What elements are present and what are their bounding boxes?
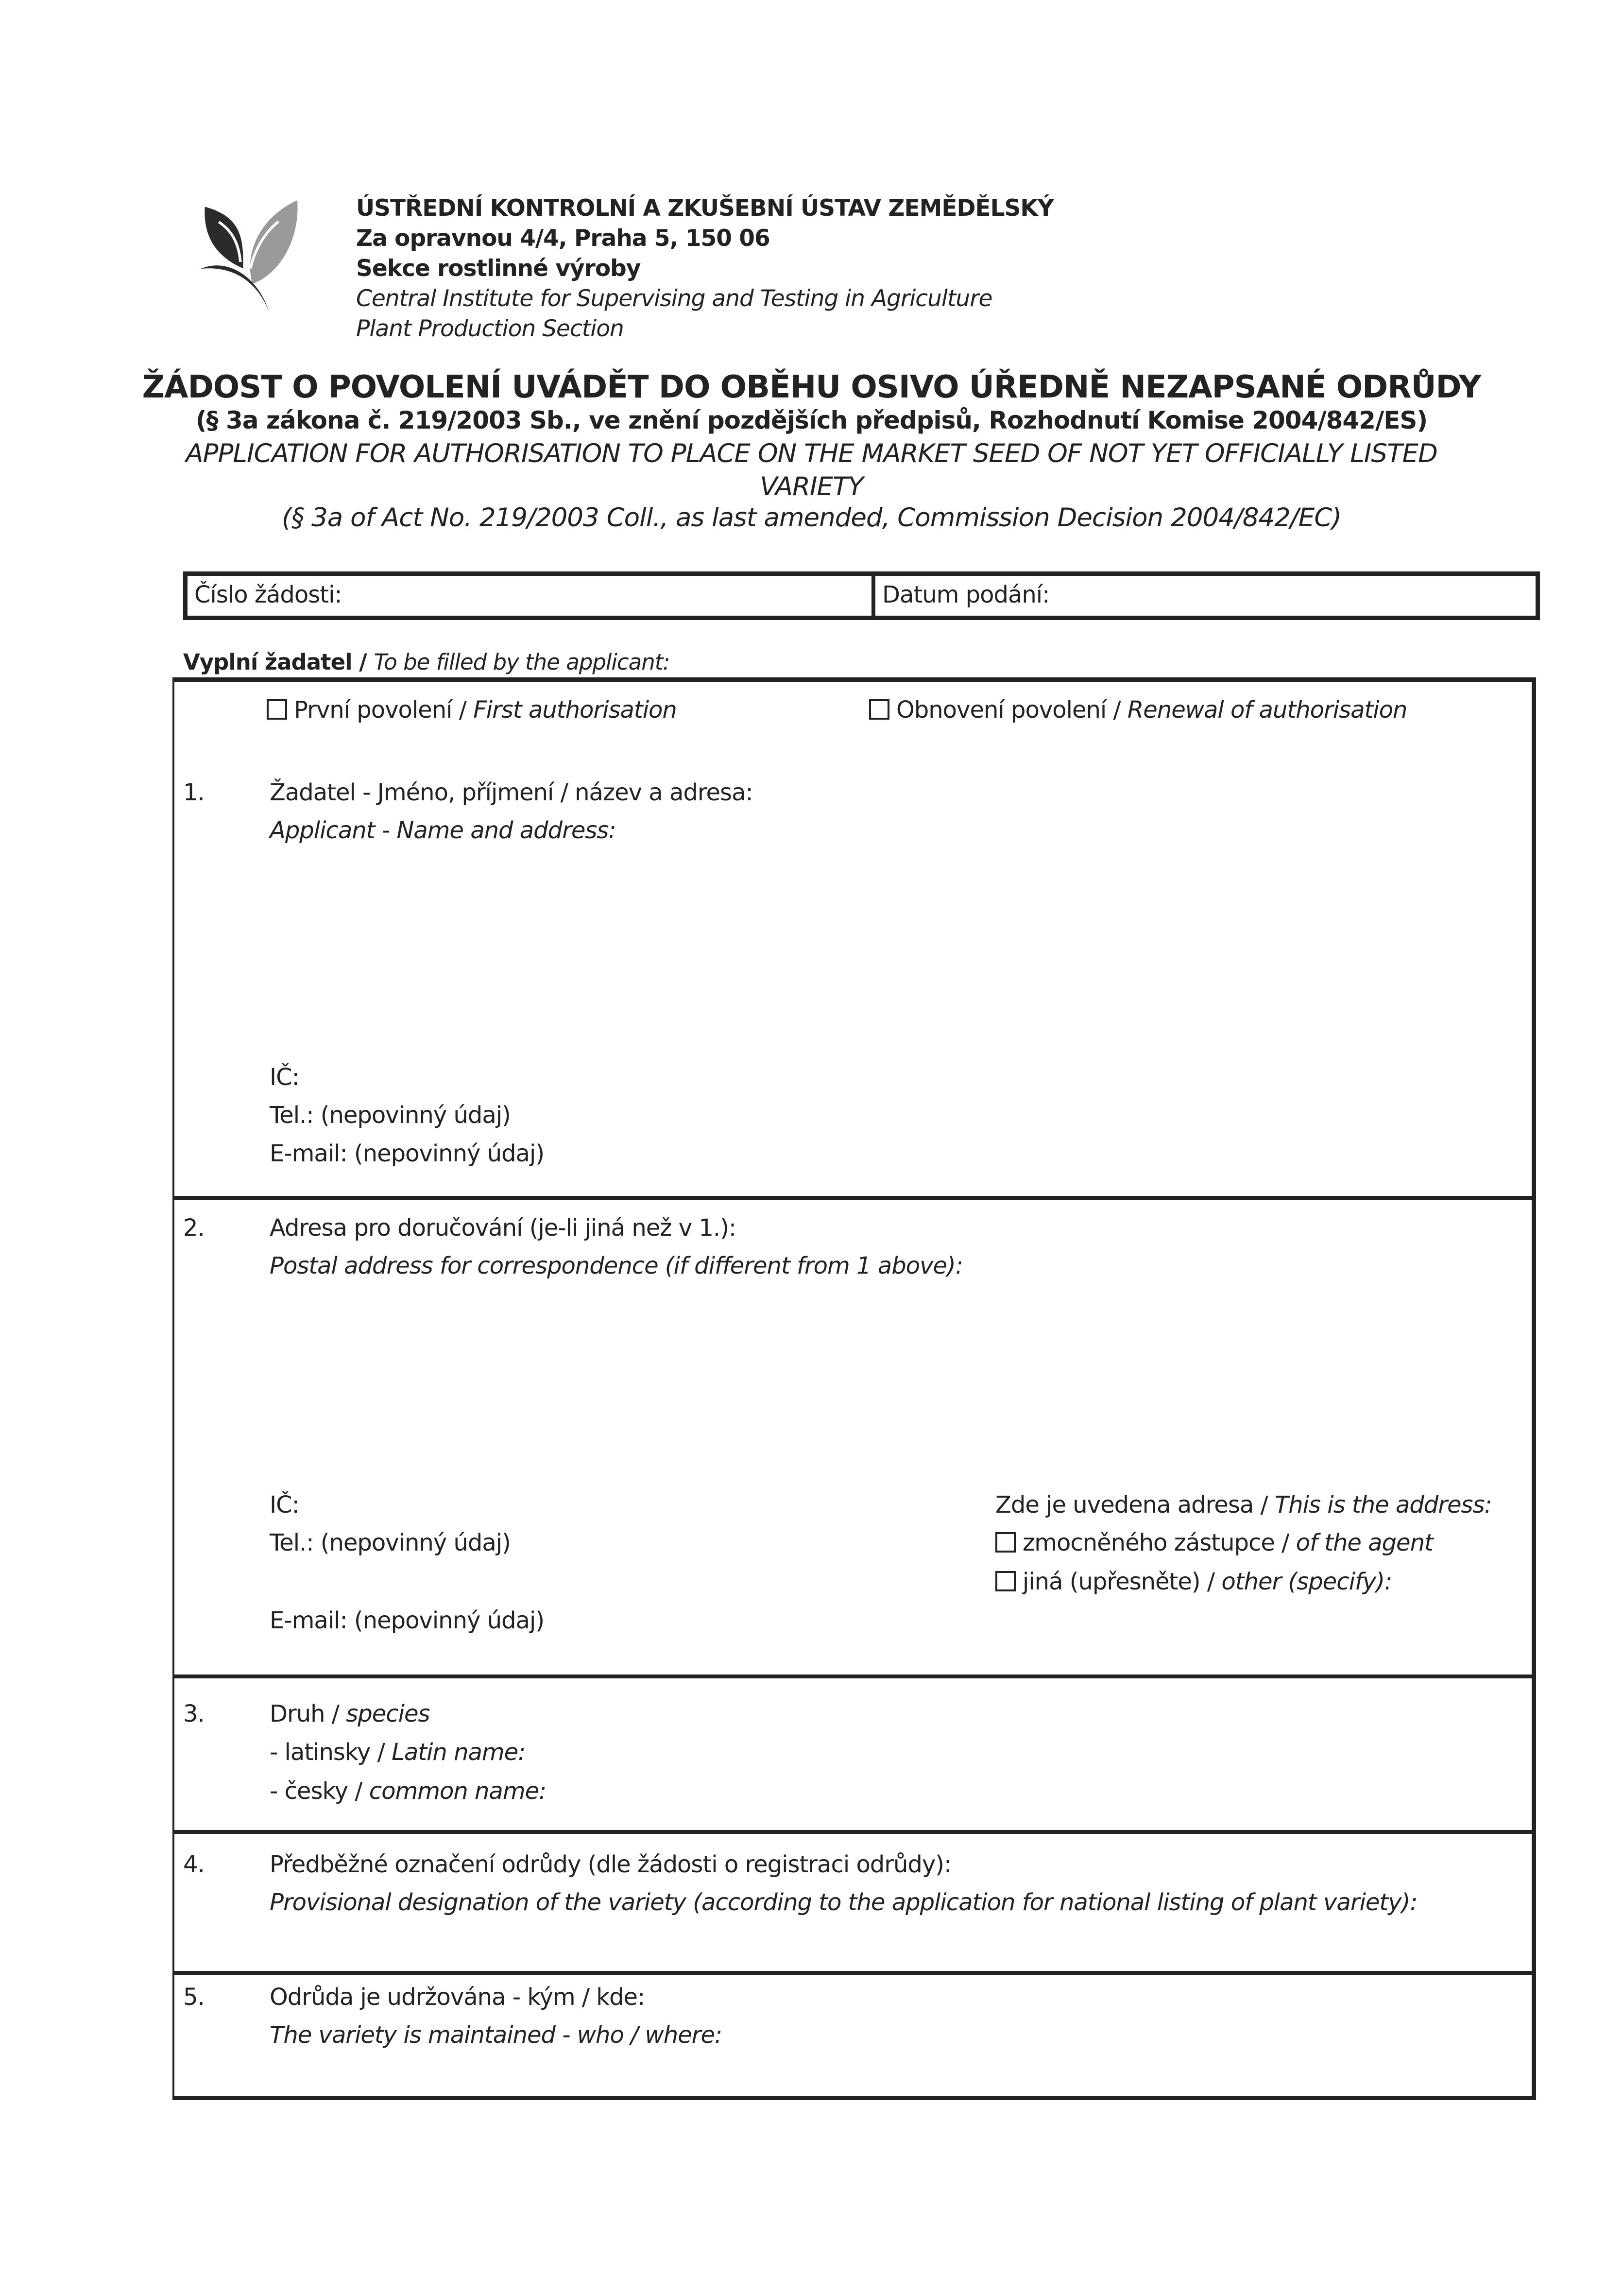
maintainer-label-en: The variety is maintained - who / where: — [270, 2021, 722, 2049]
legal-basis-en: (§ 3a of Act No. 219/2003 Coll., as last amended, Commission Decision 2004/842/EC) — [282, 503, 1341, 533]
maintainer-label-cz: Odrůda je udržována - kým / kde: — [270, 1984, 645, 2011]
form-title-cz: ŽÁDOST O POVOLENÍ UVÁDĚT DO OBĚHU OSIVO ÚŘEDNĚ NEZAPSANÉ ODRŮDY — [142, 369, 1481, 405]
org-section-cz: Sekce rostlinné výroby — [356, 255, 641, 282]
agent-label-en: of the agent — [1296, 1529, 1433, 1556]
org-name-cz: ÚSTŘEDNÍ KONTROLNÍ A ZKUŠEBNÍ ÚSTAV ZEMĚDĚLSKÝ — [356, 195, 1054, 222]
other-address-option[interactable] — [995, 1568, 1392, 1595]
first-authorisation-checkbox[interactable] — [267, 699, 287, 720]
section-5 — [174, 1975, 1532, 2096]
instruction-en: To be filled by the applicant: — [374, 649, 670, 675]
application-number-label: Číslo žádosti: — [194, 581, 342, 608]
section-number: 2. — [183, 1214, 205, 1242]
org-name-en: Central Institute for Supervising and Testing in Agriculture — [356, 285, 992, 312]
other-address-checkbox[interactable] — [995, 1571, 1016, 1591]
form-title-en-line2: VARIETY — [760, 472, 863, 501]
office-use-box — [183, 571, 1540, 620]
separator: / — [452, 696, 474, 724]
species-label-cz: Druh — [270, 1700, 325, 1727]
section-3 — [174, 1678, 1532, 1834]
section-number: 4. — [183, 1851, 205, 1878]
common-name-cz: - česky — [270, 1778, 348, 1805]
latin-name-cz: - latinsky — [270, 1739, 371, 1766]
organisation-header — [356, 193, 1054, 344]
agent-address-checkbox[interactable] — [995, 1532, 1016, 1553]
form-title-en — [0, 437, 1623, 503]
renewal-authorisation-option[interactable] — [869, 696, 1407, 724]
section-number: 1. — [183, 779, 205, 806]
first-authorisation-option[interactable] — [267, 696, 677, 724]
legal-basis-cz: (§ 3a zákona č. 219/2003 Sb., ve znění pozdějších předpisů, Rozhodnutí Komise 2004/842/ES) — [195, 406, 1428, 434]
renewal-label-en: Renewal of authorisation — [1127, 696, 1407, 724]
species-label — [270, 1700, 430, 1727]
applicant-ic-label: IČ: — [270, 1064, 299, 1091]
postal-ic-label: IČ: — [270, 1491, 299, 1519]
submission-date-label: Datum podání: — [882, 581, 1050, 608]
separator: / — [1253, 1491, 1275, 1519]
renewal-label-cz: Obnovení povolení — [896, 696, 1107, 724]
submission-date-field[interactable] — [875, 576, 1049, 616]
applicant-email-label: E-mail: (nepovinný údaj) — [270, 1140, 545, 1167]
address-type-en: This is the address: — [1274, 1491, 1492, 1519]
provisional-designation-label-cz: Předběžné označení odrůdy (dle žádosti o registraci odrůdy): — [270, 1851, 952, 1878]
separator: / — [325, 1700, 346, 1727]
leaf-logo-icon — [192, 192, 313, 323]
agent-label-cz: zmocněného zástupce — [1023, 1529, 1275, 1556]
applicant-instruction — [183, 649, 670, 675]
postal-email-label: E-mail: (nepovinný údaj) — [270, 1607, 545, 1634]
postal-address-label-en: Postal address for correspondence (if different from 1 above): — [270, 1252, 963, 1279]
section-2 — [174, 1200, 1532, 1678]
common-name-en: common name: — [369, 1778, 547, 1805]
applicant-label-en: Applicant - Name and address: — [270, 817, 616, 844]
postal-tel-label: Tel.: (nepovinný údaj) — [270, 1529, 511, 1556]
address-type-cz: Zde je uvedena adresa — [995, 1491, 1254, 1519]
species-label-en: species — [346, 1700, 430, 1727]
common-name-label — [270, 1778, 546, 1805]
separator: / — [1274, 1529, 1296, 1556]
section-number: 3. — [183, 1700, 205, 1727]
provisional-designation-label-en: Provisional designation of the variety (according to the application for national listing of plant variety): — [270, 1889, 1418, 1916]
form-title-en-line1: APPLICATION FOR AUTHORISATION TO PLACE ON THE MARKET SEED OF NOT YET OFFICIALLY LISTED — [186, 439, 1437, 468]
org-section-en: Plant Production Section — [356, 315, 624, 342]
section-1 — [174, 682, 1532, 1200]
latin-name-label — [270, 1739, 525, 1766]
applicant-form-frame — [172, 677, 1536, 2100]
instruction-cz: Vyplní žadatel — [183, 649, 352, 675]
section-number: 5. — [183, 1984, 205, 2011]
other-label-cz: jiná (upřesněte) — [1023, 1568, 1200, 1595]
separator: / — [348, 1778, 369, 1805]
separator: / — [1106, 696, 1128, 724]
separator: / — [1200, 1568, 1222, 1595]
org-address: Za opravnou 4/4, Praha 5, 150 06 — [356, 225, 770, 252]
applicant-label-cz: Žadatel - Jméno, příjmení / název a adresa: — [270, 779, 753, 806]
separator: / — [352, 649, 374, 675]
separator: / — [370, 1739, 392, 1766]
postal-address-label-cz: Adresa pro doručování (je-li jiná než v 1.): — [270, 1214, 736, 1242]
section-4 — [174, 1834, 1532, 1975]
agent-address-option[interactable] — [995, 1529, 1433, 1556]
first-authorisation-label-cz: První povolení — [294, 696, 452, 724]
other-label-en: other (specify): — [1221, 1568, 1392, 1595]
first-authorisation-label-en: First authorisation — [473, 696, 677, 724]
latin-name-en: Latin name: — [392, 1739, 526, 1766]
applicant-tel-label: Tel.: (nepovinný údaj) — [270, 1102, 511, 1129]
application-number-field[interactable] — [188, 576, 875, 616]
address-type-label — [995, 1491, 1492, 1519]
renewal-authorisation-checkbox[interactable] — [869, 699, 889, 720]
